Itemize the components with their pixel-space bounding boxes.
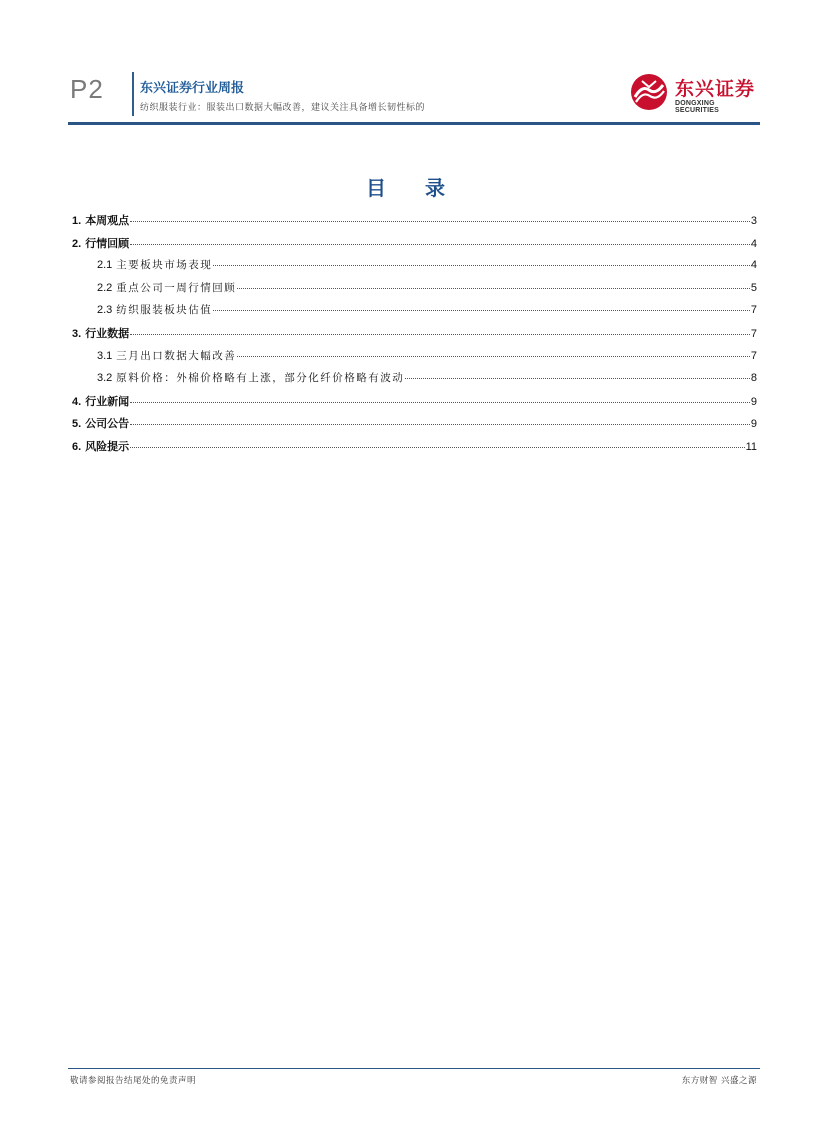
toc-leader-dots	[130, 221, 750, 222]
toc-entry-number: 2.2	[97, 281, 113, 294]
toc-entry[interactable]	[72, 370, 757, 393]
toc-entry-number: 2.1	[97, 259, 113, 272]
toc-entry-page: 4	[750, 237, 757, 250]
toc-entry[interactable]	[72, 438, 757, 461]
toc-leader-dots	[130, 402, 750, 403]
toc-entry-number: 4.	[72, 395, 82, 408]
page-number: P2	[70, 74, 104, 104]
toc-entry-page: 3	[750, 215, 757, 227]
report-subtitle: 纺织服装行业：服装出口数据大幅改善，建议关注具备增长韧性标的	[140, 103, 426, 113]
toc-entry-label: 公司公告	[85, 417, 130, 431]
report-type-title: 东兴证券行业周报	[140, 81, 245, 96]
toc-entry-page: 11	[745, 440, 757, 453]
toc-entry[interactable]	[72, 212, 757, 235]
toc-entry-number: 2.3	[97, 304, 113, 317]
footer-slogan: 东方财智 兴盛之源	[681, 1076, 757, 1086]
toc-entry-label: 行情回顾	[85, 236, 130, 250]
toc-entry[interactable]	[72, 415, 757, 438]
toc-entry-page: 7	[750, 327, 757, 340]
toc-entry-label: 行业数据	[85, 326, 130, 340]
toc-entry[interactable]	[72, 348, 757, 371]
toc-entry-number: 6.	[72, 440, 82, 453]
company-logo	[630, 71, 760, 115]
toc-entry-number: 3.	[72, 327, 82, 340]
toc-leader-dots	[237, 288, 750, 289]
toc-entry[interactable]	[72, 393, 757, 416]
logo-mark-icon	[630, 73, 668, 111]
toc-entry-page: 7	[750, 349, 757, 362]
header-rule	[68, 122, 760, 125]
toc-entry-number: 5.	[72, 418, 82, 431]
footer-rule	[68, 1068, 760, 1069]
toc-entry-label: 三月出口数据大幅改善	[116, 349, 237, 362]
toc-leader-dots	[130, 424, 750, 425]
toc-entry-number: 3.1	[97, 349, 113, 362]
header-separator	[132, 72, 134, 116]
toc-leader-dots	[130, 244, 750, 245]
toc-entry-label: 原料价格：外棉价格略有上涨，部分化纤价格略有波动	[116, 372, 405, 385]
logo-name-cn: 东兴证券	[675, 78, 756, 100]
toc-leader-dots	[213, 265, 750, 266]
table-of-contents	[72, 212, 757, 461]
toc-entry-page: 9	[750, 395, 757, 408]
footer-disclaimer: 敬请参阅报告结尾处的免责声明	[70, 1076, 197, 1086]
toc-entry-number: 1.	[72, 215, 82, 227]
toc-entry-page: 8	[750, 372, 757, 385]
toc-entry-number: 3.2	[97, 372, 113, 385]
toc-entry[interactable]	[72, 280, 757, 303]
toc-leader-dots	[405, 378, 750, 379]
toc-leader-dots	[130, 334, 750, 335]
toc-entry-number: 2.	[72, 237, 82, 250]
toc-entry[interactable]	[72, 235, 757, 258]
toc-entry-page: 5	[750, 281, 757, 294]
toc-leader-dots	[237, 356, 750, 357]
toc-entry-label: 重点公司一周行情回顾	[116, 281, 237, 294]
toc-entry-label: 行业新闻	[85, 394, 130, 408]
toc-title: 目 录	[366, 176, 461, 200]
toc-entry-label: 纺织服装板块估值	[116, 304, 213, 317]
toc-entry-label: 风险提示	[85, 439, 130, 453]
toc-entry[interactable]	[72, 257, 757, 280]
toc-entry-page: 7	[750, 304, 757, 317]
toc-entry[interactable]	[72, 325, 757, 348]
toc-leader-dots	[213, 310, 750, 311]
toc-entry-page: 4	[750, 259, 757, 272]
toc-entry[interactable]	[72, 302, 757, 325]
toc-entry-label: 本周观点	[85, 214, 130, 227]
logo-name-en: DONGXING SECURITIES	[675, 100, 720, 114]
toc-entry-label: 主要板块市场表现	[116, 259, 213, 272]
toc-entry-page: 9	[750, 418, 757, 431]
toc-leader-dots	[130, 447, 744, 448]
